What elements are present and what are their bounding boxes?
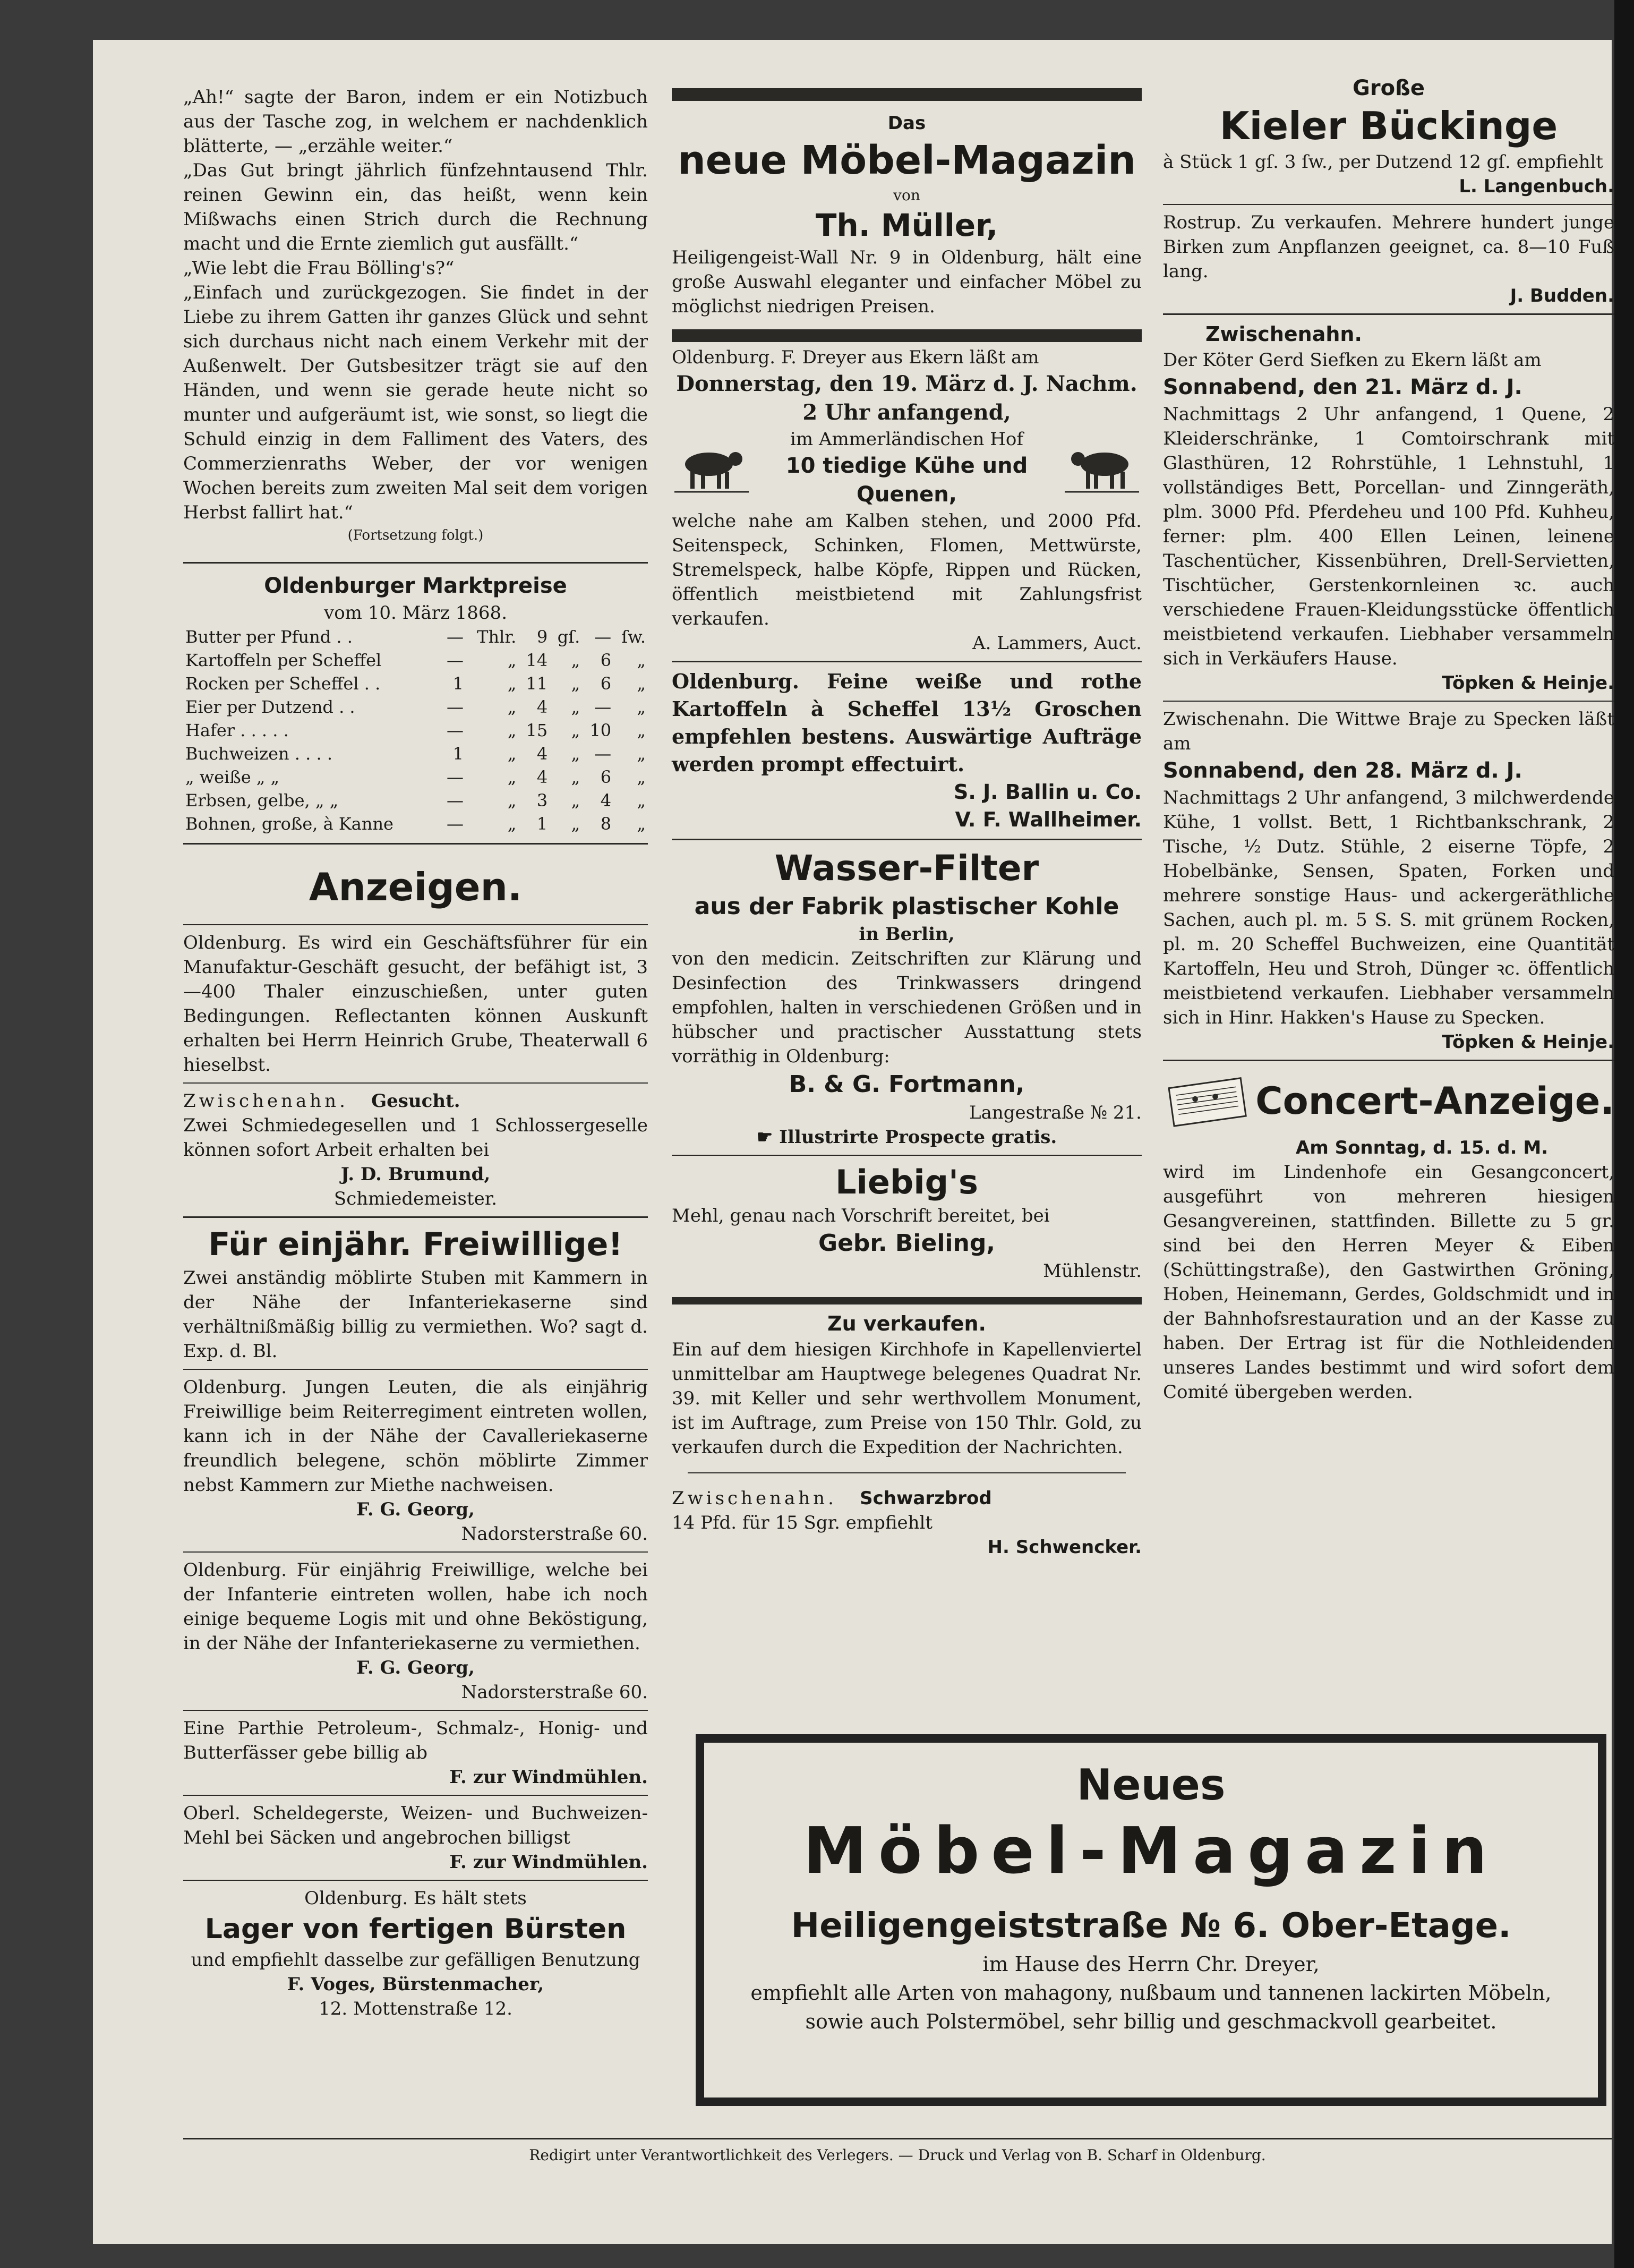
ad-signature: F. zur Windmühlen.	[449, 1852, 648, 1873]
bigbox-text: empfiehlt alle Arten von mahagony, nußbaum und tannenen lackirten Möbeln, sowie auch Polstermöbel, sehr billig und geschmackvoll gearbeitet.	[750, 1981, 1552, 2033]
market-price-cell: 4	[536, 697, 548, 717]
filter-address: Langestraße № 21.	[969, 1102, 1142, 1123]
market-price-cell: 1	[452, 744, 464, 764]
ad-faesser: Eine Parthie Petroleum-, Schmalz-, Honig- und Butterfässer gebe billig ab	[183, 1718, 648, 1763]
ad-address: 12. Mottenstraße 12.	[319, 1998, 512, 2019]
thick-rule	[672, 88, 1142, 101]
market-price-cell: „	[637, 697, 646, 717]
market-price-row	[183, 789, 648, 812]
market-price-cell: Bohnen, große, à Kanne	[185, 814, 393, 834]
column-left	[183, 85, 648, 2021]
concert-date: Am Sonntag, d. 15. d. M.	[1296, 1137, 1549, 1158]
moebel-text: Heiligengeist-Wall Nr. 9 in Oldenburg, hält eine große Auswahl eleganter und einfacher Möbel zu möglichst niedrigen Preisen.	[672, 247, 1142, 317]
moebel-small-heading: Das	[887, 113, 926, 134]
market-price-cell: „	[637, 814, 646, 834]
market-price-cell: —	[594, 744, 612, 764]
z1-lead: Der Köter Gerd Siefken zu Ekern läßt am	[1163, 349, 1542, 371]
imprint-footer: Redigirt unter Verantwortlichkeit des Verlegers. — Druck und Verlag von B. Scharf in Oldenburg.	[529, 2146, 1266, 2164]
bigbox-haus: im Hause des Herrn Chr. Dreyer,	[982, 1952, 1320, 1976]
z2-lead: Zwischenahn. Die Wittwe Braje zu Specken läßt am	[1163, 709, 1614, 754]
ad-buersten-text: und empfiehlt dasselbe zur gefälligen Benutzung	[191, 1949, 640, 1971]
market-price-cell: „	[571, 744, 580, 764]
filter-note-text: Illustrirte Prospecte gratis.	[779, 1127, 1057, 1148]
concert-text: wird im Lindenhofe ein Gesangconcert, ausgeführt von mehreren hiesigen Gesangvereinen, stattfinden. Billette zu 5 gr. sind bei den Herren Meyer & Eiben (Schüttingstraße), den Gastwirthen Gröning, Hoben, Heinemann, Gerdes, Goldschmidt und in der Bahnhofsrestauration und an der Kasse zu haben. Der Ertrag ist für die Nothleidenden unseres Landes bestimmt und wird sofort dem Comité übergeben werden.	[1163, 1162, 1614, 1403]
market-price-cell: „	[507, 673, 517, 694]
market-price-cell: „	[507, 720, 517, 740]
verkaufen-text: Ein auf dem hiesigen Kirchhofe in Kapellenviertel unmittelbar am Hauptwege belegenes Quadrat Nr. 39. mit Keller und sehr werthvollem Monument, ist im Auftrage, zum Preise von 150 Thlr. Gold, zu verkaufen durch die Expedition der Nachrichten.	[672, 1339, 1142, 1458]
scan-edge	[1614, 0, 1634, 2268]
market-price-cell: Eier per Dutzend . .	[185, 697, 355, 717]
ad-auction-kuehe	[672, 345, 1142, 655]
divider	[672, 1155, 1142, 1156]
z1-date: Sonnabend, den 21. März d. J.	[1163, 375, 1522, 399]
market-price-cell: „	[507, 650, 517, 670]
birken-text: Rostrup. Zu verkaufen. Mehrere hundert junge Birken zum Anpflanzen geeignet, ca. 8—10 Fuß lang.	[1163, 212, 1614, 282]
cow-icon	[1062, 439, 1142, 497]
brot-text: 14 Pfd. für 15 Sgr. empfiehlt	[672, 1512, 933, 1533]
market-price-cell: 10	[589, 720, 612, 740]
market-price-cell: 8	[600, 814, 612, 834]
thick-rule	[672, 329, 1142, 342]
story-continued	[183, 85, 648, 546]
ad-buersten-title: Lager von fertigen Bürsten	[204, 1913, 627, 1945]
divider	[183, 1710, 648, 1711]
divider	[1163, 701, 1614, 702]
ad-signature: J. D. Brumund,	[340, 1164, 491, 1185]
liebig-title: Liebig's	[835, 1163, 978, 1201]
divider	[183, 1369, 648, 1370]
z2-signature: Töpken & Heinje.	[1442, 1031, 1614, 1053]
ad-address: Nadorsterstraße 60.	[461, 1523, 648, 1545]
moebel-title: neue Möbel-Magazin	[678, 138, 1136, 183]
liebig-text: Mehl, genau nach Vorschrift bereitet, bei	[672, 1205, 1050, 1226]
bueckinge-top: Große	[1353, 76, 1425, 100]
story-paragraph: „Wie lebt die Frau Bölling's?“	[183, 258, 455, 279]
market-prices-table	[183, 625, 648, 835]
filter-city: in Berlin,	[859, 924, 955, 945]
divider	[672, 839, 1142, 840]
market-price-cell: „	[571, 673, 580, 694]
market-price-cell: —	[446, 790, 464, 811]
ad-freiwillige-text: Zwei anständig möblirte Stuben mit Kammern in der Nähe der Infanteriekaserne sind verhältnißmäßig billig zu vermiethen. Wo? sagt d. Exp. d. Bl.	[183, 1267, 648, 1362]
z1-signature: Töpken & Heinje.	[1442, 672, 1614, 694]
bueckinge-title: Kieler Bückinge	[1219, 104, 1558, 148]
divider	[183, 562, 648, 564]
footer-divider	[183, 2138, 1612, 2139]
sheet-music-icon	[1163, 1067, 1255, 1136]
ad-buersten-lead: Oldenburg. Es hält stets	[304, 1888, 527, 1909]
market-price-cell: „	[571, 697, 580, 717]
market-price-cell: „	[571, 650, 580, 670]
auction-signature: A. Lammers, Auct.	[972, 633, 1142, 654]
ad-signature: V. F. Wallheimer.	[955, 808, 1142, 831]
ad-geschaeftsfuehrer: Oldenburg. Es wird ein Geschäftsführer für ein Manufaktur-Geschäft gesucht, der befähigt ist, 3—400 Thaler einzuschießen, unter guten Bedingungen. Reflectanten können Auskunft erhalten bei Herrn Heinrich Grube, Theaterwall 6 hieselbst.	[183, 932, 648, 1076]
market-price-cell: 6	[600, 767, 612, 787]
market-price-cell: „	[507, 814, 517, 834]
market-price-cell: 4	[600, 790, 612, 811]
divider	[183, 1216, 648, 1218]
auction-date: Donnerstag, den 19. März d. J. Nachm. 2 Uhr anfangend,	[676, 371, 1137, 425]
story-continuation-note: (Fortsetzung folgt.)	[347, 527, 484, 543]
concert-header	[1163, 1067, 1614, 1136]
ad-signature: F. zur Windmühlen.	[449, 1767, 648, 1788]
market-price-cell: Buchweizen . . . .	[185, 744, 332, 764]
auction-lead: Oldenburg. F. Dreyer aus Ekern läßt am	[672, 347, 1039, 368]
cow-icon	[672, 439, 751, 497]
divider	[183, 1082, 648, 1084]
ad-gerste: Oberl. Scheldegerste, Weizen- und Buchweizen-Mehl bei Säcken und angebrochen billigst	[183, 1803, 648, 1848]
z2-text: Nachmittags 2 Uhr anfangend, 3 milchwerdende Kühe, 1 vollst. Bett, 1 Richtbankschrank, 2 Tische, ½ Dutz. Stühle, 2 eiserne Töpfe, 2 Hobelbänke, Sensen, Spaten, Forken und mehrere sonstige Haus- und ackergeräthliche Sachen, auch pl. m. 5 S. S. mit grünem Rocken, pl. m. 20 Scheffel Buchweizen, eine Quantität Kartoffeln, Heu und Stroh, Dünger ꝛc. öffentlich meistbietend verkaufen. Liebhaber versammeln sich in Hinr. Hakken's Hause zu Specken.	[1163, 787, 1614, 1028]
market-price-cell: Erbsen, gelbe, „ „	[185, 790, 339, 811]
ad-signature: F. G. Georg,	[356, 1499, 475, 1520]
market-price-cell: „	[507, 767, 517, 787]
ad-signature: S. J. Ballin u. Co.	[954, 780, 1142, 804]
market-prices	[183, 571, 648, 835]
market-price-cell: 1	[536, 814, 548, 834]
market-price-row	[183, 742, 648, 765]
market-price-cell: Butter per Pfund . .	[185, 627, 353, 647]
ad-place: Zwischenahn.	[183, 1090, 348, 1112]
market-price-cell: 4	[536, 767, 548, 787]
market-price-cell: 4	[536, 744, 548, 764]
market-price-cell: „	[507, 744, 517, 764]
market-price-cell: „	[571, 767, 580, 787]
ad-heading: Gesucht.	[371, 1090, 460, 1112]
bigbox-address: Heiligengeiststraße № 6. Ober-Etage.	[791, 1906, 1511, 1946]
market-price-row	[183, 812, 648, 835]
ad-signature-title: Schmiedemeister.	[333, 1188, 498, 1209]
filter-text: von den medicin. Zeitschriften zur Klärung und Desinfection des Trinkwassers dringend empfohlen, halten in verschiedenen Größen und in hübscher und practischer Ausstattung stets vorräthig in Oldenburg:	[672, 948, 1142, 1067]
ad-place: Zwischenahn.	[672, 1488, 837, 1509]
story-paragraph: „Ah!“ sagte der Baron, indem er ein Notizbuch aus der Tasche zog, in welchem er nachdenklich blätterte, — „erzähle weiter.“	[183, 87, 648, 157]
ad-signature: F. Voges, Bürstenmacher,	[287, 1974, 544, 1995]
story-paragraph: „Einfach und zurückgezogen. Sie findet in der Liebe zu ihrem Gatten ihr ganzes Glück und sehnt sich durchaus nicht nach einem Verkehr mit der Außenwelt. Der Gutsbesitzer trägt sie auf den Händen, und wenn sie gerade heute nicht so munter und aufgeräumt ist, wie sonst, so liegt die Schuld einzig in dem Falliment des Vaters, des Commerzienraths Weber, der vor wenigen Wochen bereits zum zweiten Mal seit dem vorigen Herbst fallirt hat.“	[183, 282, 648, 523]
market-price-cell: —	[594, 697, 612, 717]
market-price-cell: „	[637, 650, 646, 670]
filter-note	[672, 1125, 1142, 1149]
divider	[183, 1795, 648, 1796]
auction-text: welche nahe am Kalben stehen, und 2000 Pfd. Seitenspeck, Schinken, Flomen, Mettwürste, Stremelspeck, halbe Köpfe, Rippen und Rücken, öffentlich meistbietend mit Zahlungsfrist verkaufen.	[672, 510, 1142, 629]
auction-place: im Ammerländischen Hof	[790, 429, 1023, 450]
market-price-cell: —	[446, 697, 464, 717]
market-price-cell: —	[446, 650, 464, 670]
bueckinge-signature: L. Langenbuch.	[1459, 176, 1614, 197]
market-price-cell: „	[637, 744, 646, 764]
market-price-cell: „	[637, 673, 646, 694]
market-price-cell: Hafer . . . . .	[185, 720, 289, 740]
market-price-row	[183, 672, 648, 695]
ad-signature: F. G. Georg,	[356, 1657, 475, 1678]
verkaufen-title: Zu verkaufen.	[827, 1312, 986, 1335]
market-price-cell: 1	[452, 673, 464, 694]
divider	[672, 661, 1142, 662]
auction-big: 10 tiedige Kühe und Quenen,	[785, 454, 1028, 507]
ad-address: Nadorsterstraße 60.	[461, 1682, 648, 1703]
filter-title: Wasser-Filter	[774, 848, 1039, 889]
market-price-cell: 6	[600, 673, 612, 694]
market-prices-date: vom 10. März 1868.	[324, 602, 507, 624]
market-price-cell: „	[571, 790, 580, 811]
market-price-cell: —	[446, 814, 464, 834]
story-paragraph: „Das Gut bringt jährlich fünfzehntausend Thlr. reinen Gewinn ein, das heißt, wenn kein Mißwachs einen Strich durch die Rechnung macht und die Ernte ziemlich gut ausfällt.“	[183, 160, 648, 254]
ad-freiwillige-title: Für einjähr. Freiwillige!	[208, 1226, 623, 1263]
market-price-cell: Kartoffeln per Scheffel	[185, 650, 382, 670]
divider	[183, 843, 648, 845]
liebig-signature: Gebr. Bieling,	[818, 1230, 996, 1257]
z1-heading: Zwischenahn.	[1205, 322, 1362, 346]
market-price-cell: —	[446, 720, 464, 740]
market-price-cell: „	[637, 720, 646, 740]
divider	[688, 1472, 1126, 1473]
market-price-row	[183, 649, 648, 672]
filter-signature: B. & G. Fortmann,	[789, 1071, 1025, 1098]
ad-reiterregiment: Oldenburg. Jungen Leuten, die als einjährig Freiwillige beim Reiterregiment eintreten wollen, kann ich in der Nähe der Cavalleriekaserne freundlich belegene, schön möblirte Zimmer nebst Kammern zur Miethe nachweisen.	[183, 1377, 648, 1496]
market-price-cell: 15	[526, 720, 548, 740]
market-price-row	[183, 625, 648, 649]
bigbox-neues: Neues	[1076, 1760, 1226, 1810]
anzeigen-heading: Anzeigen.	[309, 865, 523, 909]
market-price-cell: „	[637, 767, 646, 787]
market-price-cell: „	[571, 814, 580, 834]
market-price-cell: 11	[526, 673, 548, 694]
moebel-von: von	[893, 186, 920, 204]
liebig-address: Mühlenstr.	[1043, 1260, 1142, 1282]
moebel-owner: Th. Müller,	[815, 207, 998, 243]
divider	[183, 924, 648, 925]
ad-text: Zwei Schmiedegesellen und 1 Schlossergeselle können sofort Arbeit erhalten bei	[183, 1115, 648, 1161]
ad-kartoffeln: Oldenburg. Feine weiße und rothe Kartoffeln à Scheffel 13½ Groschen empfehlen bestens. Auswärtige Aufträge werden prompt effectuirt.	[672, 669, 1142, 776]
z1-text: Nachmittags 2 Uhr anfangend, 1 Quene, 2 Kleiderschränke, 1 Comtoirschrank mit Glasthüren, 12 Rohrstühle, 1 Lehnstuhl, 1 vollständiges Bett, Porcellan- und Zinngeräth, plm. 3000 Pfd. Pferdeheu und 100 Pfd. Kuhheu, ferner: plm. 400 Ellen Leinen, leinene Taschentücher, Kissenbühren, Drell-Servietten, Tischtücher, Gerstenkornleinen ꝛc. auch verschiedene Frauen-Kleidungsstücke öffentlich meistbietend verkaufen. Liebhaber versammeln sich in Verkäufers Hause.	[1163, 404, 1614, 669]
market-price-cell: „	[507, 697, 517, 717]
market-price-cell: „ weiße „ „	[185, 767, 280, 787]
market-price-cell: „	[571, 720, 580, 740]
filter-subtitle: aus der Fabrik plastischer Kohle	[694, 893, 1119, 920]
market-price-cell: 6	[600, 650, 612, 670]
market-prices-title: Oldenburger Marktpreise	[264, 574, 567, 598]
column-right	[1163, 74, 1614, 1404]
market-price-cell: „	[507, 790, 517, 811]
ad-infanterie: Oldenburg. Für einjährig Freiwillige, welche bei der Infanterie eintreten wollen, habe ich noch einige bequeme Logis mit und ohne Beköstigung, in der Nähe der Infanteriekaserne zu vermiethen.	[183, 1559, 648, 1654]
brot-signature: H. Schwencker.	[987, 1537, 1142, 1558]
market-price-row	[183, 719, 648, 742]
divider	[1163, 204, 1614, 205]
market-price-cell: —	[446, 627, 464, 647]
divider	[1163, 1060, 1614, 1061]
pointing-hand-icon: ☛	[756, 1127, 780, 1148]
divider	[1163, 313, 1614, 315]
divider	[183, 1880, 648, 1881]
market-price-cell: Rocken per Scheffel . .	[185, 673, 381, 694]
market-price-cell: 14	[526, 650, 548, 670]
market-price-row	[183, 695, 648, 719]
market-price-cell: 3	[536, 790, 548, 811]
market-price-cell: ſw.	[621, 627, 646, 647]
market-price-cell: „	[637, 790, 646, 811]
bueckinge-text: à Stück 1 gſ. 3 ſw., per Dutzend 12 gſ. empfiehlt	[1163, 151, 1603, 173]
ad-schmiedegesellen	[183, 1089, 648, 1211]
market-price-cell: —	[446, 767, 464, 787]
market-price-cell: gſ.	[557, 627, 580, 647]
market-price-cell: —	[594, 627, 612, 647]
divider	[183, 1551, 648, 1553]
thick-rule	[672, 1297, 1142, 1304]
z2-date: Sonnabend, den 28. März d. J.	[1163, 758, 1522, 783]
ad-heading: Schwarzbrod	[860, 1488, 992, 1509]
bigbox-title: Möbel-Magazin	[803, 1814, 1499, 1888]
market-price-cell: Thlr.	[477, 627, 517, 647]
concert-title: Concert-Anzeige.	[1255, 1079, 1614, 1123]
market-price-cell: 9	[536, 627, 548, 647]
birken-signature: J. Budden.	[1510, 285, 1614, 306]
neues-moebel-magazin-ad	[696, 1734, 1606, 2106]
market-price-row	[183, 765, 648, 789]
column-middle	[672, 85, 1142, 1559]
